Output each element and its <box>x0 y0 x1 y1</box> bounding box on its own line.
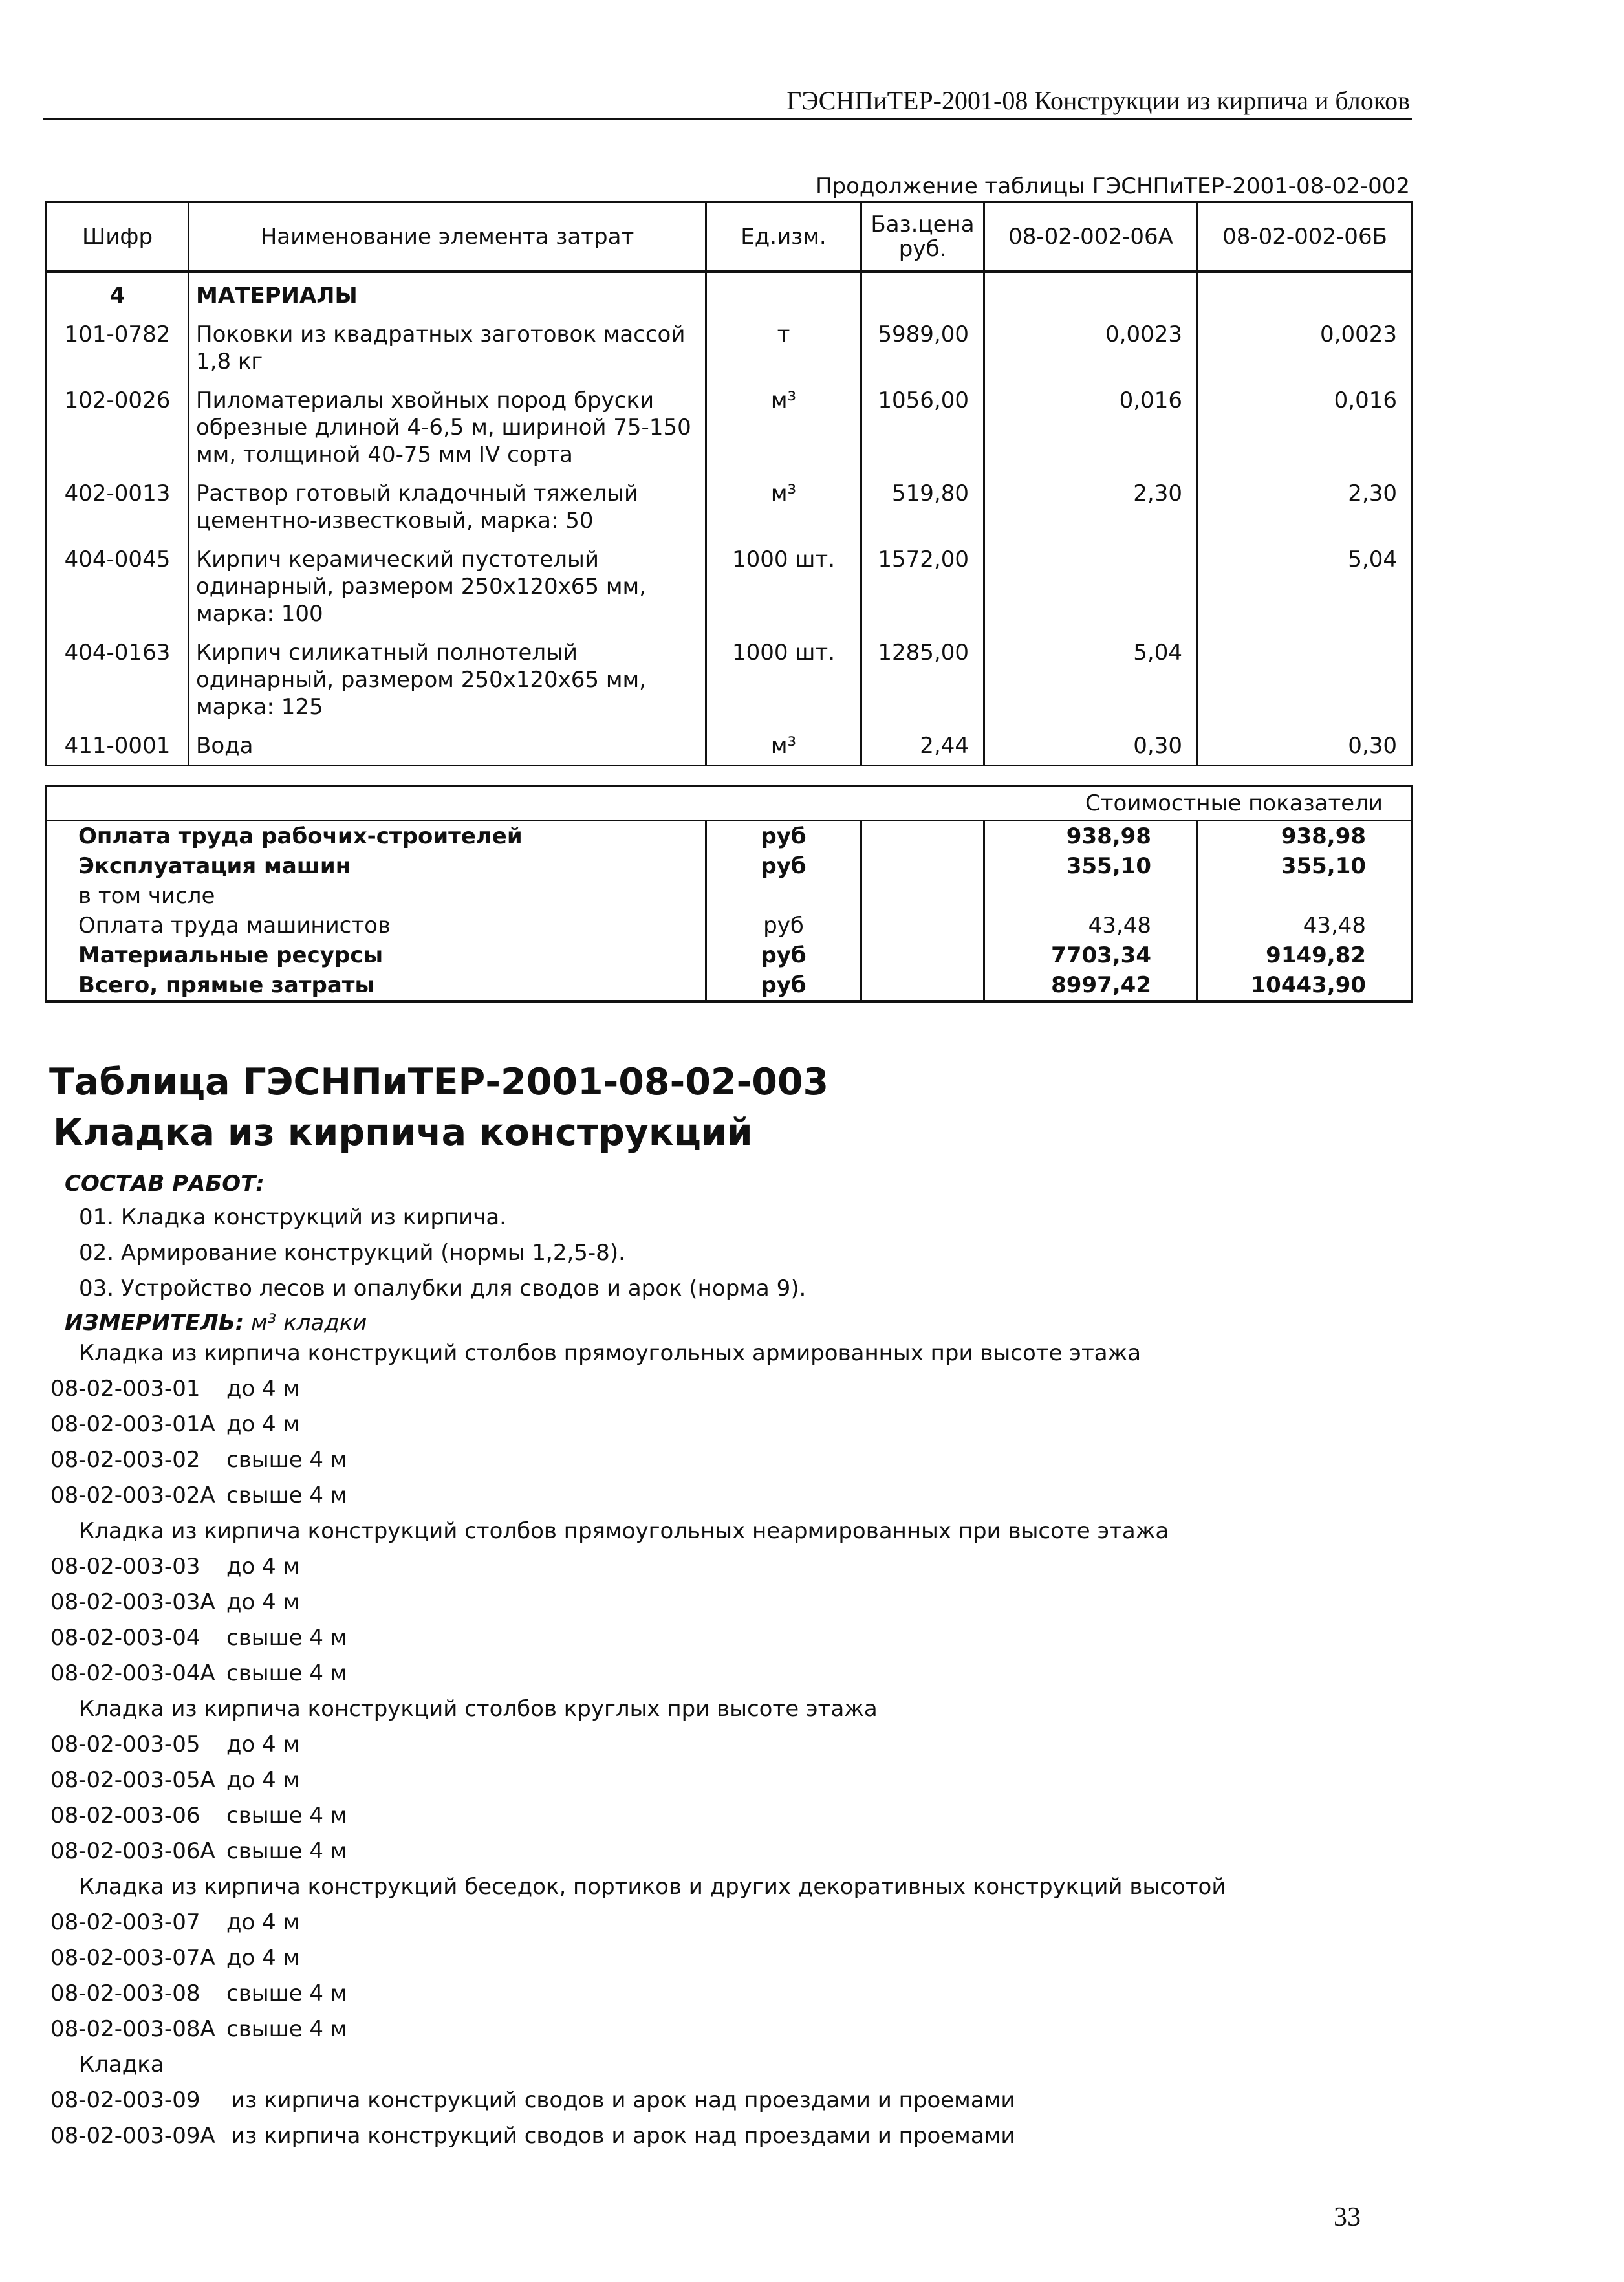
row-code: 102-0026 <box>47 380 189 473</box>
cost-unit: руб <box>706 940 861 970</box>
norm-desc: до 4 м <box>226 1411 300 1437</box>
norm-code: 08-02-003-09 <box>50 2087 200 2113</box>
row-value-a: 0,016 <box>984 380 1198 473</box>
row-value-b: 2,30 <box>1198 473 1413 539</box>
measure-unit-label: ИЗМЕРИТЕЛЬ: <box>65 1310 244 1336</box>
cost-value-a <box>984 881 1198 911</box>
norm-desc: до 4 м <box>226 1732 300 1757</box>
norm-desc: из кирпича конструкций сводов и арок над проездами и проемами <box>231 2123 1015 2149</box>
cost-row <box>47 851 1413 881</box>
row-unit: 1000 шт. <box>706 539 861 633</box>
norm-desc: свыше 4 м <box>226 1660 347 1686</box>
row-name: Поковки из квадратных заготовок массой 1,8 кг <box>189 314 706 380</box>
work-item: 03. Устройство лесов и опалубки для сводов и арок (норма 9). <box>79 1276 807 1301</box>
norm-code: 08-02-003-03А <box>50 1589 215 1615</box>
col-header-unit: Ед.изм. <box>706 202 861 272</box>
cost-value-a: 8997,42 <box>984 970 1198 1001</box>
row-value-b <box>1198 633 1413 726</box>
cost-label: Оплата труда машинистов <box>47 911 706 940</box>
page-number: 33 <box>1334 2202 1361 2232</box>
norm-code: 08-02-003-05А <box>50 1767 215 1793</box>
cost-row <box>47 881 1413 911</box>
cost-label: Материальные ресурсы <box>47 940 706 970</box>
norm-desc: до 4 м <box>226 1767 300 1793</box>
norm-code: 08-02-003-07А <box>50 1945 215 1971</box>
section-row <box>47 272 1413 314</box>
cost-value-b: 938,98 <box>1198 821 1413 852</box>
row-code: 402-0013 <box>47 473 189 539</box>
col-header-a: 08-02-002-06А <box>984 202 1198 272</box>
cost-unit <box>706 881 861 911</box>
cost-unit: руб <box>706 911 861 940</box>
row-value-a: 0,0023 <box>984 314 1198 380</box>
cost-value-a: 355,10 <box>984 851 1198 881</box>
cost-value-b: 9149,82 <box>1198 940 1413 970</box>
cost-row <box>47 940 1413 970</box>
running-header: ГЭСНПиТЕР-2001-08 Конструкции из кирпича и блоков <box>786 86 1410 115</box>
row-unit: м³ <box>706 380 861 473</box>
row-unit: м³ <box>706 726 861 766</box>
cost-caption-row <box>47 787 1413 821</box>
cost-label: в том числе <box>47 881 706 911</box>
norm-group-title: Кладка из кирпича конструкций столбов круглых при высоте этажа <box>79 1696 878 1722</box>
row-name: Раствор готовый кладочный тяжелый цементно-известковый, марка: 50 <box>189 473 706 539</box>
col-header-b: 08-02-002-06Б <box>1198 202 1413 272</box>
row-code: 411-0001 <box>47 726 189 766</box>
row-unit: 1000 шт. <box>706 633 861 726</box>
norm-desc: свыше 4 м <box>226 1838 347 1864</box>
norm-desc: до 4 м <box>226 1554 300 1580</box>
row-value-b: 0,016 <box>1198 380 1413 473</box>
row-name: Кирпич силикатный полнотелый одинарный, размером 250х120х65 мм, марка: 125 <box>189 633 706 726</box>
cost-unit: руб <box>706 851 861 881</box>
cost-value-b <box>1198 881 1413 911</box>
norm-desc: свыше 4 м <box>226 1981 347 2006</box>
norm-desc: свыше 4 м <box>226 1483 347 1508</box>
row-price: 5989,00 <box>861 314 984 380</box>
row-value-a: 0,30 <box>984 726 1198 766</box>
row-name: Кирпич керамический пустотелый одинарный, размером 250х120х65 мм, марка: 100 <box>189 539 706 633</box>
norm-code: 08-02-003-04А <box>50 1660 215 1686</box>
col-header-code: Шифр <box>47 202 189 272</box>
cost-value-b: 10443,90 <box>1198 970 1413 1001</box>
cost-value-a: 938,98 <box>984 821 1198 852</box>
table-row <box>47 380 1413 473</box>
norm-group-title: Кладка из кирпича конструкций столбов прямоугольных неармированных при высоте этажа <box>79 1518 1169 1544</box>
norm-code: 08-02-003-01 <box>50 1376 200 1402</box>
work-item: 02. Армирование конструкций (нормы 1,2,5-8). <box>79 1240 625 1266</box>
norm-group-title: Кладка из кирпича конструкций беседок, портиков и других декоративных конструкций высотой <box>79 1874 1226 1900</box>
row-price: 1056,00 <box>861 380 984 473</box>
norm-code: 08-02-003-04 <box>50 1625 200 1651</box>
cost-row <box>47 911 1413 940</box>
norm-code: 08-02-003-02 <box>50 1447 200 1473</box>
row-price: 2,44 <box>861 726 984 766</box>
table-row <box>47 314 1413 380</box>
row-price: 1572,00 <box>861 539 984 633</box>
section-code: 4 <box>47 272 189 314</box>
cost-label: Оплата труда рабочих-строителей <box>47 821 706 852</box>
norm-desc: свыше 4 м <box>226 1625 347 1651</box>
cost-row <box>47 821 1413 852</box>
measure-unit-line <box>65 1310 367 1336</box>
row-value-a <box>984 539 1198 633</box>
table-row <box>47 473 1413 539</box>
table-subtitle: Кладка из кирпича конструкций <box>53 1111 753 1154</box>
row-value-b: 0,30 <box>1198 726 1413 766</box>
norm-code: 08-02-003-08 <box>50 1981 200 2006</box>
norm-desc: свыше 4 м <box>226 1447 347 1473</box>
table-continuation-caption: Продолжение таблицы ГЭСНПиТЕР-2001-08-02-002 <box>815 173 1410 199</box>
cost-value-b: 355,10 <box>1198 851 1413 881</box>
cost-indicators-table <box>45 785 1413 1003</box>
norm-desc: свыше 4 м <box>226 2016 347 2042</box>
row-value-b: 5,04 <box>1198 539 1413 633</box>
row-name: Пиломатериалы хвойных пород бруски обрезные длиной 4-6,5 м, шириной 75-150 мм, толщиной 40-75 мм IV сорта <box>189 380 706 473</box>
table-header-row <box>47 202 1413 272</box>
row-value-b: 0,0023 <box>1198 314 1413 380</box>
cost-value-b: 43,48 <box>1198 911 1413 940</box>
norm-code: 08-02-003-03 <box>50 1554 200 1580</box>
cost-unit: руб <box>706 821 861 852</box>
norm-code: 08-02-003-07 <box>50 1909 200 1935</box>
work-item: 01. Кладка конструкций из кирпича. <box>79 1204 506 1230</box>
table-title: Таблица ГЭСНПиТЕР-2001-08-02-003 <box>49 1061 829 1103</box>
row-code: 101-0782 <box>47 314 189 380</box>
resources-table <box>45 201 1413 766</box>
row-value-a: 5,04 <box>984 633 1198 726</box>
norm-desc: до 4 м <box>226 1376 300 1402</box>
norm-desc: до 4 м <box>226 1909 300 1935</box>
table-row <box>47 633 1413 726</box>
row-code: 404-0163 <box>47 633 189 726</box>
norm-code: 08-02-003-05 <box>50 1732 200 1757</box>
table-row <box>47 726 1413 766</box>
norm-code: 08-02-003-08А <box>50 2016 215 2042</box>
cost-value-a: 43,48 <box>984 911 1198 940</box>
header-rule <box>43 118 1412 120</box>
norm-group-title: Кладка из кирпича конструкций столбов прямоугольных армированных при высоте этажа <box>79 1340 1142 1366</box>
row-price: 519,80 <box>861 473 984 539</box>
norm-desc: свыше 4 м <box>226 1803 347 1829</box>
works-composition-label: СОСТАВ РАБОТ: <box>65 1171 265 1197</box>
col-header-price: Баз.цена руб. <box>861 202 984 272</box>
section-name: МАТЕРИАЛЫ <box>189 272 706 314</box>
row-code: 404-0045 <box>47 539 189 633</box>
row-unit: т <box>706 314 861 380</box>
col-header-name: Наименование элемента затрат <box>189 202 706 272</box>
norm-desc: из кирпича конструкций сводов и арок над проездами и проемами <box>231 2087 1015 2113</box>
norm-code: 08-02-003-06 <box>50 1803 200 1829</box>
norm-group-title: Кладка <box>79 2052 164 2078</box>
row-value-a: 2,30 <box>984 473 1198 539</box>
cost-row <box>47 970 1413 1001</box>
cost-unit: руб <box>706 970 861 1001</box>
norm-code: 08-02-003-06А <box>50 1838 215 1864</box>
table-row <box>47 539 1413 633</box>
cost-label: Эксплуатация машин <box>47 851 706 881</box>
norm-code: 08-02-003-09А <box>50 2123 215 2149</box>
cost-label: Всего, прямые затраты <box>47 970 706 1001</box>
row-unit: м³ <box>706 473 861 539</box>
row-price: 1285,00 <box>861 633 984 726</box>
cost-caption: Стоимостные показатели <box>47 787 1413 821</box>
norm-desc: до 4 м <box>226 1589 300 1615</box>
norm-code: 08-02-003-01А <box>50 1411 215 1437</box>
row-name: Вода <box>189 726 706 766</box>
norm-code: 08-02-003-02А <box>50 1483 215 1508</box>
norm-desc: до 4 м <box>226 1945 300 1971</box>
measure-unit-value: м³ кладки <box>251 1310 367 1336</box>
cost-value-a: 7703,34 <box>984 940 1198 970</box>
